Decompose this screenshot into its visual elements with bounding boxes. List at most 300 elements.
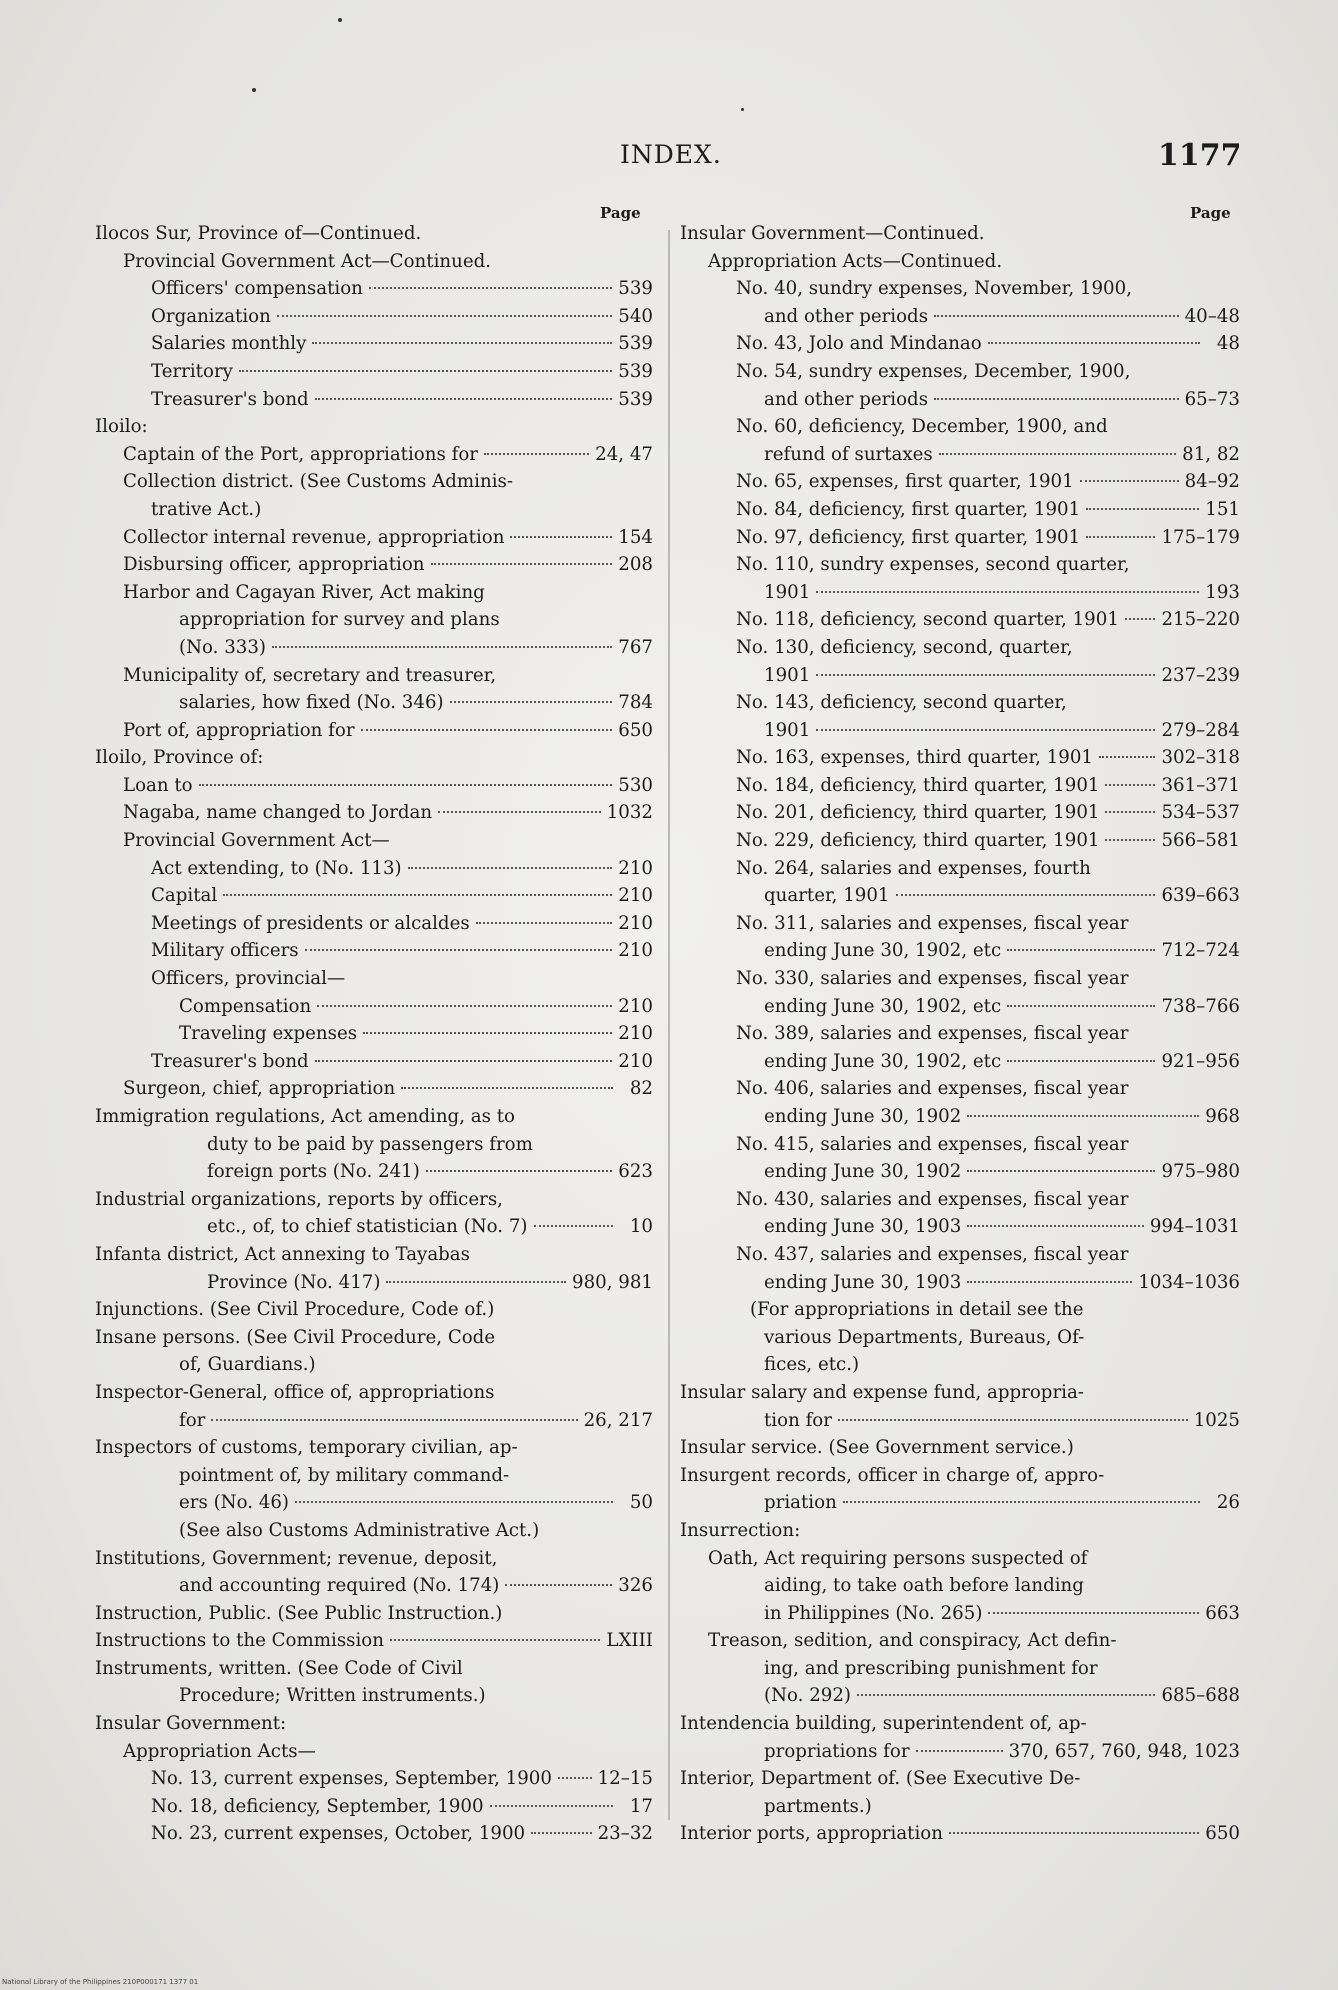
dot-leader [295, 1501, 613, 1503]
index-entry-page: 975–980 [1161, 1161, 1240, 1183]
dot-leader [967, 1281, 1132, 1283]
index-entry [95, 468, 653, 496]
index-entry [95, 220, 653, 248]
index-entry [680, 1213, 1240, 1241]
index-entry-page: 81, 82 [1182, 443, 1240, 465]
index-entry-page: 767 [618, 636, 653, 658]
index-entry-text: No. 118, deficiency, second quarter, 1901 [736, 609, 1119, 631]
index-entry [95, 1434, 653, 1462]
index-entry [680, 799, 1240, 827]
index-entry [95, 799, 653, 827]
index-entry-page: 12–15 [597, 1768, 653, 1790]
dot-leader [369, 287, 612, 289]
index-entry [680, 413, 1240, 441]
index-entry-text: No. 415, salaries and expenses, fiscal year [736, 1133, 1129, 1155]
index-entry-text: Insane persons. (See Civil Procedure, Code [95, 1326, 496, 1348]
index-entry-text: refund of surtaxes [764, 443, 933, 465]
index-entry [680, 1131, 1240, 1159]
index-entry-text: partments.) [764, 1795, 872, 1817]
index-entry-text: 1901 [764, 664, 811, 686]
dot-leader [510, 536, 612, 538]
index-entry [680, 524, 1240, 552]
dot-leader [988, 342, 1200, 344]
dot-leader [199, 784, 613, 786]
index-entry-text: Insular service. (See Government service.) [680, 1437, 1074, 1459]
dot-leader [1080, 480, 1179, 482]
index-entry [95, 1020, 653, 1048]
index-entry-page: 712–724 [1161, 940, 1240, 962]
index-entry-text: No. 330, salaries and expenses, fiscal year [736, 968, 1129, 990]
index-entry-page: 210 [618, 857, 653, 879]
scan-speck [338, 18, 342, 22]
index-entry-text: No. 23, current expenses, October, 1900 [151, 1823, 526, 1845]
index-entry [95, 1820, 653, 1848]
index-entry-text: Ilocos Sur, Province of—Continued. [95, 223, 422, 244]
index-entry-text: No. 437, salaries and expenses, fiscal year [736, 1243, 1129, 1265]
index-entry-text: Inspector-General, office of, appropriations [95, 1381, 495, 1403]
index-entry-text: Instruction, Public. (See Public Instruction.) [95, 1602, 503, 1624]
index-entry-text: Injunctions. (See Civil Procedure, Code of.) [95, 1299, 495, 1321]
index-entry-page: 1034–1036 [1138, 1271, 1240, 1293]
index-entry [95, 1462, 653, 1490]
index-entry [680, 1793, 1240, 1821]
index-entry-text: Instructions to the Commission [95, 1630, 384, 1652]
index-entry-page: 24, 47 [595, 443, 653, 465]
index-entry-text: No. 54, sundry expenses, December, 1900, [736, 360, 1131, 382]
index-entry [680, 468, 1240, 496]
dot-leader [1125, 618, 1156, 620]
index-entry [680, 1600, 1240, 1628]
index-entry [95, 1655, 653, 1683]
index-entry-page: 980, 981 [572, 1271, 653, 1293]
index-entry [95, 248, 653, 276]
index-entry-page: 65–73 [1184, 388, 1240, 410]
index-entry-text: Insular Government: [95, 1713, 287, 1735]
index-entry [680, 937, 1240, 965]
index-entry-page: 210 [618, 1023, 653, 1045]
dot-leader [949, 1832, 1199, 1834]
index-entry-text: ers (No. 46) [179, 1492, 290, 1514]
index-entry-text: ending June 30, 1902 [764, 1161, 962, 1183]
index-entry-page: 26 [1216, 1492, 1240, 1514]
index-entry-page: 17 [629, 1795, 653, 1817]
index-entry-text: No. 229, deficiency, third quarter, 1901 [736, 830, 1100, 852]
index-entry [680, 1407, 1240, 1435]
index-entry [95, 1517, 653, 1545]
index-entry-text: Municipality of, secretary and treasurer, [123, 664, 497, 686]
dot-leader [934, 398, 1179, 400]
index-entry-text: Insurrection: [680, 1519, 801, 1541]
index-entry [95, 882, 653, 910]
dot-leader [450, 701, 613, 703]
index-entry-text: propriations for [764, 1740, 910, 1762]
index-entry-page: 10 [629, 1216, 653, 1238]
index-entry [95, 386, 653, 414]
index-entry-page: 623 [618, 1161, 653, 1183]
index-entry [680, 662, 1240, 690]
dot-leader [534, 1225, 613, 1227]
index-entry-text: (No. 292) [764, 1685, 852, 1707]
dot-leader [277, 315, 612, 317]
index-entry [680, 855, 1240, 883]
index-entry-text: pointment of, by military command- [179, 1464, 510, 1486]
index-entry-page: 50 [629, 1492, 653, 1514]
index-entry-text: No. 97, deficiency, first quarter, 1901 [736, 526, 1081, 548]
index-entry [95, 1600, 653, 1628]
index-entry-text: No. 65, expenses, first quarter, 1901 [736, 471, 1074, 493]
index-entry-page: 210 [618, 995, 653, 1017]
index-entry-page: 539 [618, 333, 653, 355]
dot-leader [1007, 949, 1155, 951]
index-entry [680, 1434, 1240, 1462]
index-entry [680, 1682, 1240, 1710]
index-entry [680, 1738, 1240, 1766]
index-entry [680, 772, 1240, 800]
index-entry-text: No. 201, deficiency, third quarter, 1901 [736, 802, 1100, 824]
index-entry [95, 579, 653, 607]
index-entry-text: fices, etc.) [764, 1354, 860, 1376]
index-entry-page: 48 [1216, 333, 1240, 355]
index-entry-page: 326 [618, 1575, 653, 1597]
index-entry [95, 1407, 653, 1435]
index-entry-text: Insular Government—Continued. [680, 223, 985, 244]
dot-leader [988, 1612, 1199, 1614]
index-entry [95, 827, 653, 855]
index-entry-text: tion for [764, 1409, 832, 1431]
index-entry [95, 413, 653, 441]
index-entry [95, 1213, 653, 1241]
index-entry [95, 1241, 653, 1269]
index-entry-page: 26, 217 [583, 1409, 653, 1431]
index-entry-text: No. 430, salaries and expenses, fiscal year [736, 1188, 1129, 1210]
index-entry [680, 827, 1240, 855]
index-entry [680, 1048, 1240, 1076]
index-entry-page: 370, 657, 760, 948, 1023 [1008, 1740, 1240, 1762]
scan-speck [252, 88, 256, 92]
index-entry [95, 689, 653, 717]
dot-leader [312, 342, 612, 344]
index-entry-page: 539 [618, 360, 653, 382]
index-entry [680, 882, 1240, 910]
index-entry [95, 1158, 653, 1186]
index-entry-page: 237–239 [1161, 664, 1240, 686]
index-entry-text: Disbursing officer, appropriation [123, 554, 425, 576]
index-entry [680, 689, 1240, 717]
dot-leader [896, 894, 1156, 896]
index-entry [680, 717, 1240, 745]
index-entry-page: 540 [618, 305, 653, 327]
dot-leader [390, 1639, 600, 1641]
index-entry [95, 275, 653, 303]
index-entry [95, 1765, 653, 1793]
index-entry [680, 1351, 1240, 1379]
index-entry-text: Intendencia building, superintendent of, ap- [680, 1713, 1087, 1735]
index-entry [680, 220, 1240, 248]
index-entry [95, 1710, 653, 1738]
index-entry [95, 606, 653, 634]
index-entry-page: 82 [629, 1078, 653, 1100]
index-entry-text: Interior ports, appropriation [680, 1823, 943, 1845]
index-entry-text: Loan to [123, 774, 193, 796]
index-entry-text: Treason, sedition, and conspiracy, Act defin- [708, 1630, 1117, 1652]
index-entry [680, 1324, 1240, 1352]
index-entry [680, 1269, 1240, 1297]
index-entry-text: Province (No. 417) [207, 1271, 381, 1293]
index-entry-page: 921–956 [1161, 1050, 1240, 1072]
dot-leader [315, 398, 613, 400]
index-entry-page: 539 [618, 278, 653, 300]
index-entry-text: Iloilo: [95, 416, 148, 438]
index-entry [680, 1655, 1240, 1683]
index-entry-text: No. 163, expenses, third quarter, 1901 [736, 747, 1093, 769]
index-entry-page: 539 [618, 388, 653, 410]
index-entry-text: foreign ports (No. 241) [207, 1161, 420, 1183]
index-entry-text: Officers, provincial— [151, 968, 346, 990]
index-entry-text: trative Act.) [151, 498, 262, 520]
index-entry-page: 215–220 [1161, 609, 1240, 631]
index-entry [95, 1545, 653, 1573]
index-entry [680, 386, 1240, 414]
scan-footer: National Library of the Philippines 210P000171 1377 01 [2, 1978, 199, 1986]
index-entry-page: 685–688 [1161, 1685, 1240, 1707]
index-entry-text: aiding, to take oath before landing [764, 1575, 1084, 1597]
index-entry-text: Infanta district, Act annexing to Tayabas [95, 1243, 470, 1265]
index-entry-text: appropriation for survey and plans [179, 609, 500, 631]
index-entry-page: 650 [618, 719, 653, 741]
index-entry-text: Salaries monthly [151, 333, 307, 355]
index-entry [680, 1545, 1240, 1573]
index-entry [95, 524, 653, 552]
index-entry-text: Appropriation Acts— [123, 1740, 316, 1762]
dot-leader [967, 1170, 1155, 1172]
dot-leader [1105, 839, 1155, 841]
index-entry [95, 993, 653, 1021]
dot-leader [476, 922, 613, 924]
dot-leader [1105, 811, 1155, 813]
index-entry-text: Collection district. (See Customs Adminis- [123, 471, 513, 493]
index-entry-text: and other periods [764, 305, 929, 327]
index-entry-page: 151 [1205, 498, 1240, 520]
index-entry [95, 1351, 653, 1379]
dot-leader [401, 1087, 613, 1089]
index-entry-text: of, Guardians.) [179, 1354, 316, 1376]
dot-leader [363, 1032, 612, 1034]
index-entry-text: various Departments, Bureaus, Of- [764, 1326, 1085, 1348]
index-entry-text: No. 311, salaries and expenses, fiscal year [736, 912, 1129, 934]
dot-leader [438, 811, 601, 813]
index-entry [680, 1572, 1240, 1600]
index-entry-text: No. 110, sundry expenses, second quarter, [736, 554, 1130, 576]
index-entry [680, 1103, 1240, 1131]
index-entry-page: 279–284 [1161, 719, 1240, 741]
index-entry-text: ending June 30, 1902, etc [764, 940, 1002, 962]
dot-leader [843, 1501, 1200, 1503]
index-entry [95, 1793, 653, 1821]
index-entry [680, 248, 1240, 276]
dot-leader [967, 1115, 1199, 1117]
index-column-left [95, 220, 653, 1848]
index-entry [95, 303, 653, 331]
index-entry [680, 1820, 1240, 1848]
dot-leader [1007, 1005, 1155, 1007]
index-entry-text: priation [764, 1492, 837, 1514]
index-entry [95, 1131, 653, 1159]
index-entry [680, 1020, 1240, 1048]
index-entry-text: 1901 [764, 719, 811, 741]
index-entry-page: 154 [618, 526, 653, 548]
index-entry-text: and other periods [764, 388, 929, 410]
index-entry-text: quarter, 1901 [764, 885, 890, 907]
index-entry-text: No. 40, sundry expenses, November, 1900, [736, 278, 1132, 300]
index-entry-text: Insurgent records, officer in charge of, appro- [680, 1464, 1105, 1486]
index-entry-text: for [179, 1409, 206, 1431]
index-entry-page: 566–581 [1161, 830, 1240, 852]
index-entry [95, 1738, 653, 1766]
dot-leader [1086, 508, 1199, 510]
index-entry-page: 208 [618, 554, 653, 576]
index-entry [95, 634, 653, 662]
index-entry-text: No. 406, salaries and expenses, fiscal year [736, 1078, 1129, 1100]
index-entry-page: 663 [1205, 1602, 1240, 1624]
index-entry [680, 993, 1240, 1021]
dot-leader [1086, 536, 1155, 538]
index-entry-text: Procedure; Written instruments.) [179, 1685, 486, 1707]
index-entry-page: 302–318 [1161, 747, 1240, 769]
index-entry-page: 84–92 [1184, 471, 1240, 493]
index-entry-text: No. 143, deficiency, second quarter, [736, 692, 1067, 714]
index-entry [95, 910, 653, 938]
index-entry [95, 496, 653, 524]
index-entry [680, 1186, 1240, 1214]
index-entry-text: Collector internal revenue, appropriation [123, 526, 505, 548]
index-entry-page: 534–537 [1161, 802, 1240, 824]
index-entry [95, 855, 653, 883]
dot-leader [558, 1777, 592, 1779]
index-entry-text: Meetings of presidents or alcaldes [151, 912, 470, 934]
index-entry-text: No. 18, deficiency, September, 1900 [151, 1795, 484, 1817]
index-entry [680, 1158, 1240, 1186]
index-entry [95, 662, 653, 690]
dot-leader [967, 1225, 1144, 1227]
index-entry [95, 1572, 653, 1600]
dot-leader [857, 1694, 1155, 1696]
index-entry-text: Interior, Department of. (See Executive De- [680, 1768, 1081, 1790]
index-entry-text: Nagaba, name changed to Jordan [123, 802, 433, 824]
index-entry [95, 1103, 653, 1131]
index-entry [95, 1379, 653, 1407]
index-entry-text: Institutions, Government; revenue, deposit, [95, 1547, 498, 1569]
dot-leader [305, 949, 613, 951]
index-entry [95, 717, 653, 745]
index-entry-text: No. 389, salaries and expenses, fiscal year [736, 1023, 1129, 1045]
index-entry [680, 965, 1240, 993]
index-entry-text: ending June 30, 1902 [764, 1106, 962, 1127]
index-entry-text: No. 43, Jolo and Mindanao [736, 333, 982, 355]
index-entry [95, 1489, 653, 1517]
index-entry-text: No. 130, deficiency, second, quarter, [736, 636, 1073, 658]
dot-leader [531, 1832, 592, 1834]
index-entry-text: Territory [151, 360, 233, 382]
index-entry [680, 358, 1240, 386]
index-entry-text: Provincial Government Act— [123, 830, 390, 852]
index-entry [95, 1186, 653, 1214]
index-entry [680, 1379, 1240, 1407]
index-entry-text: No. 184, deficiency, third quarter, 1901 [736, 774, 1100, 796]
index-entry [680, 441, 1240, 469]
index-entry-text: ending June 30, 1903 [764, 1216, 962, 1238]
index-entry [95, 1296, 653, 1324]
dot-leader [816, 674, 1155, 676]
index-entry-text: (See also Customs Administrative Act.) [179, 1519, 540, 1541]
index-entry [95, 937, 653, 965]
index-entry-text: Industrial organizations, reports by officers, [95, 1188, 503, 1210]
dot-leader [426, 1170, 612, 1172]
index-entry [95, 1627, 653, 1655]
index-entry-text: Insular salary and expense fund, appropria- [680, 1381, 1084, 1403]
dot-leader [272, 646, 612, 648]
index-entry-page: 210 [618, 940, 653, 962]
index-entry-page: 1025 [1193, 1409, 1240, 1431]
dot-leader [939, 453, 1176, 455]
dot-leader [408, 867, 613, 869]
index-entry-text: Oath, Act requiring persons suspected of [708, 1547, 1088, 1569]
index-entry-text: Act extending, to (No. 113) [151, 857, 402, 879]
dot-leader [315, 1060, 613, 1062]
index-entry [95, 744, 653, 772]
index-entry-text: Treasurer's bond [151, 1050, 309, 1072]
page-number: 1177 [1158, 138, 1242, 173]
dot-leader [431, 563, 613, 565]
dot-leader [934, 315, 1179, 317]
index-entry-text: No. 264, salaries and expenses, fourth [736, 857, 1091, 879]
index-entry-text: Port of, appropriation for [123, 719, 355, 741]
index-entry-text: ing, and prescribing punishment for [764, 1657, 1098, 1679]
index-entry-text: Appropriation Acts—Continued. [708, 250, 1003, 272]
dot-leader [816, 729, 1155, 731]
index-entry-text: Surgeon, chief, appropriation [123, 1078, 396, 1100]
dot-leader [239, 370, 612, 372]
index-entry [680, 303, 1240, 331]
dot-leader [223, 894, 612, 896]
index-entry [95, 965, 653, 993]
index-entry-text: Treasurer's bond [151, 388, 309, 410]
index-entry-text: Harbor and Cagayan River, Act making [123, 581, 485, 603]
index-entry-text: (No. 333) [179, 636, 267, 658]
index-entry-text: Compensation [179, 995, 312, 1017]
index-entry-text: Immigration regulations, Act amending, as to [95, 1106, 515, 1127]
index-entry [95, 772, 653, 800]
index-entry-page: 1032 [606, 802, 653, 824]
index-entry-text: No. 84, deficiency, first quarter, 1901 [736, 498, 1081, 520]
index-entry-page: LXIII [606, 1630, 653, 1652]
index-entry [680, 1296, 1240, 1324]
index-entry-text: etc., of, to chief statistician (No. 7) [207, 1216, 528, 1238]
index-entry [680, 275, 1240, 303]
index-entry-page: 994–1031 [1149, 1216, 1240, 1238]
index-entry [680, 1462, 1240, 1490]
index-entry [680, 579, 1240, 607]
index-entry-page: 210 [618, 885, 653, 907]
index-entry [680, 606, 1240, 634]
index-entry-text: and accounting required (No. 174) [179, 1575, 500, 1597]
dot-leader [317, 1005, 612, 1007]
index-entry-text: Provincial Government Act—Continued. [123, 250, 492, 272]
index-entry [680, 1627, 1240, 1655]
index-entry-page: 639–663 [1161, 885, 1240, 907]
index-entry [95, 1269, 653, 1297]
index-entry [95, 1324, 653, 1352]
index-entry-text: 1901 [764, 581, 811, 603]
